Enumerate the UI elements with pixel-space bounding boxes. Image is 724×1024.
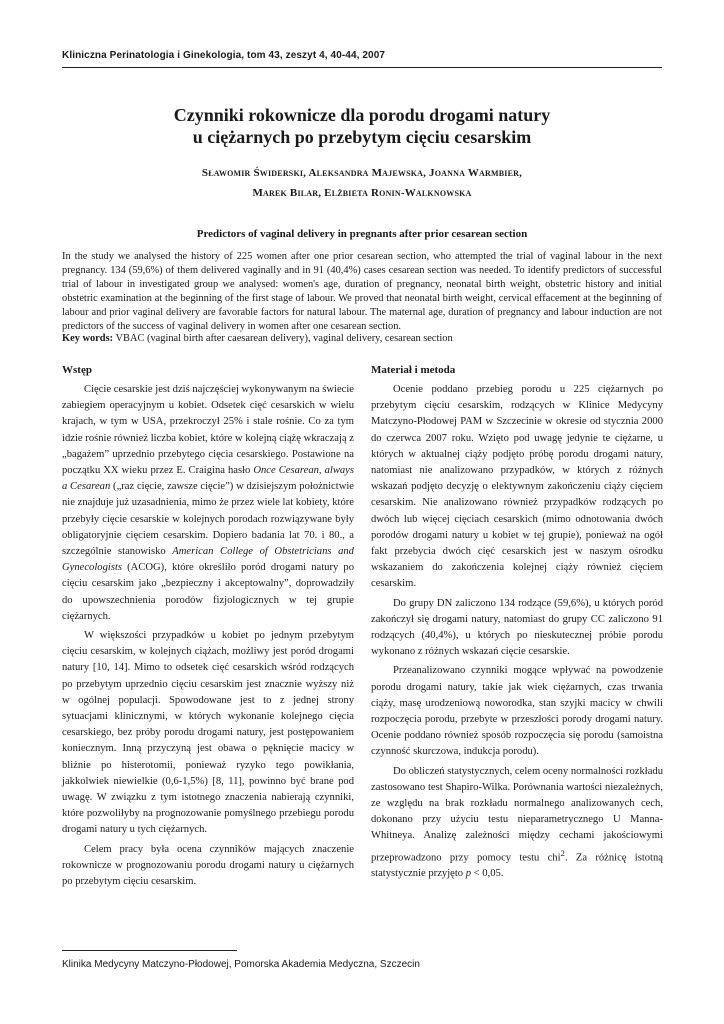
section-heading-methods: Materiał i metoda	[371, 364, 456, 376]
text-run: (ACOG), które określiło poród drogami natury po cięciu cesarskim jako „bezpieczny i akceptowalny”, doprowadziły do upowszechnienia porodów fizjologicznych w tej grupie ciężarnych.	[62, 562, 354, 622]
text-run: Cięcie cesarskie jest dziś najczęściej wykonywanym na świecie zabiegiem operacyjnym u kobiet. Odsetek cięć cesarskich w wielu krajach, w tym w USA, przekroczył 25% i stale rośnie. Co za tym idzie rośnie również liczba kobiet, które w kolejną ciążę wkraczają z „bagażem” uprzednio przebytego cięcia cesarskiego. Postawione na początku XX wieku przez E. Craigina hasło	[62, 384, 354, 477]
keywords-text: VBAC (vaginal birth after caesarean delivery), vaginal delivery, cesarean section	[115, 333, 453, 344]
paragraph	[62, 382, 354, 625]
authors-line2: Marek Bilar, Elżbieta Ronin-Walknowska	[252, 187, 472, 199]
text-run: Do obliczeń statystycznych, celem oceny normalności rozkładu zastosowano test Shapiro-Wilka. Porównania wartości niezależnych, ze względu na brak rozkładu normalnego analizowanych cech, dokonano przy użyciu testu nieparametrycznego U Manna-Whitneya. Analizę zależności między cechami jakościowymi przeprowadzono przy pomocy testu chi	[371, 765, 663, 864]
paragraph: Ocenie poddano przebieg porodu u 225 ciężarnych po przebytym cięciu cesarskim, rodzących w Klinice Medycyny Matczyno-Płodowej PAM w Szczecinie w okresie od stycznia 2000 do czerwca 2007 roku. Wzięto pod uwagę jedynie te ciężarne, u których w aktualnej ciąży podjęto próbę porodu drogami natury, natomiast nie analizowano przypadków, w których z różnych wskazań podjęto decyzję o elektywnym zakończeniu ciąży cięciem cesarskim. Nie analizowano również przypadków rodzących po dwóch lub więcej cięciach cesarskich (mimo odnotowania dwóch porodów drogami natury u kobiet w tej grupie), ponieważ na ogół fakt przebycia dwóch cięć cesarskich jest w naszym ośrodku wskazaniem do zakończenia kolejnej ciąży również cięciem cesarskim.	[371, 384, 663, 590]
paragraph: Celem pracy była ocena czynników mających znaczenie rokownicze w prognozowaniu porodu drogami natury u ciężarnych po przebytym cięciu cesarskim.	[62, 843, 354, 888]
text-run: < 0,05.	[471, 868, 504, 880]
paragraph: W większości przypadków u kobiet po jednym przebytym cięciu cesarskim, w kolejnych ciążach, możliwy jest poród drogami natury [10, 14]. Mimo to odsetek cięć cesarskich wśród rodzących po przebytym uprzednio cięciu cesarskim jest znacznie wyższy niż w ogólnej populacji. Spowodowane jest to z jednej strony sytuacjami klinicznymi, w których wykonanie kolejnego cięcia cesarskiego, bez próby porodu drogami natury, jest postępowaniem koniecznym. Inną przyczyną jest obawa o pęknięcie macicy w bliźnie po histerotomii, ponieważ ryzyko tego powikłania, jakkolwiek niewielkie (0,6-1,5%) [8, 11], powinno być brane pod uwagę. W związku z tym istotnego znaczenia nabierają czynniki, które pozwoliłyby na prognozowanie pomyślnego przebiegu porodu drogami natury u tych ciężarnych.	[62, 630, 354, 836]
paragraph: Przeanalizowano czynniki mogące wpływać na powodzenie porodu drogami natury, takie jak wiek ciężarnych, czas trwania ciąży, masę urodzeniową noworodka, stan szyjki macicy w chwili rozpoczęcia porodu, przebyte w przeszłości porody drogami natury. Ocenie poddano również sposób rozpoczęcia się porodu (samoistna czynność skurczowa, indukcja porodu).	[371, 665, 663, 758]
keywords-label: Key words:	[62, 333, 114, 344]
superscript: 2	[560, 847, 565, 858]
text-run: . Za różnicę istotną statystycznie przyjęto	[371, 852, 663, 880]
text-run: („raz cięcie, zawsze cięcie”) w dzisiejszym położnictwie nie znajduje już uzasadnienia, mimo że przez wiele lat kobiety, które przebyły cięcie cesarskie w kolejnych porodach rozwiązywane były obligatoryjnie cięciem cesarskim. Dopiero badania lat 70. i 80., a szczególnie stanowisko	[62, 481, 354, 558]
header-rule	[62, 67, 662, 68]
keywords	[62, 332, 662, 346]
right-column	[371, 362, 663, 883]
journal-header: Kliniczna Perinatologia i Ginekologia, tom 43, zeszyt 4, 40-44, 2007	[62, 50, 386, 61]
quote-text: Once Cesarean, always a Cesarean	[62, 465, 355, 493]
organization-name: American College of Obstetricians and Gynecologists	[62, 546, 354, 574]
section-heading-introduction: Wstęp	[62, 364, 92, 376]
article-title-line2: u ciężarnych po przebytym cięciu cesarskim	[192, 127, 532, 147]
left-column	[62, 362, 354, 890]
article-title-line1: Czynniki rokownicze dla porodu drogami natury	[173, 105, 551, 125]
article-title	[62, 104, 662, 148]
p-value-symbol: p	[465, 868, 472, 880]
abstract: In the study we analysed the history of 225 women after one prior cesarean section, who attempted the trial of vaginal labour in the next pregnancy. 134 (59,6%) of them delivered vaginally and in 91 (40,4%) cases cesarean section was needed. To identify predictors of successful trial of labour in investigated group we analysed: women's age, duration of pregnancy, neonatal birth weight, obstetric history and initial obstetric examination at the beginning of the first stage of labour. We proved that neonatal birth weight, cervical effacement at the beginning of labour and prior vaginal delivery are favorable factors for natural labour. The maternal age, duration of pregnancy and labour induction are not predictors of the success of vaginal delivery in women after one cesarean section.	[62, 251, 662, 332]
footnote: Klinika Medycyny Matczyno-Płodowej, Pomorska Akademia Medyczna, Szczecin	[62, 959, 420, 970]
authors-line1: Sławomir Świderski, Aleksandra Majewska, Joanna Warmbier,	[201, 167, 523, 179]
paragraph: Do grupy DN zaliczono 134 rodzące (59,6%), u których poród zakończył się drogami natury, natomiast do grupy CC zaliczono 91 rodzących (40,4%), u których po nieskutecznej próbie porodu wykonano z różnych wskazań cięcie cesarskie.	[371, 597, 663, 658]
footnote-rule	[62, 950, 237, 951]
paragraph	[371, 764, 663, 883]
authors	[62, 163, 662, 203]
english-title: Predictors of vaginal delivery in pregnants after prior cesarean section	[196, 228, 528, 240]
